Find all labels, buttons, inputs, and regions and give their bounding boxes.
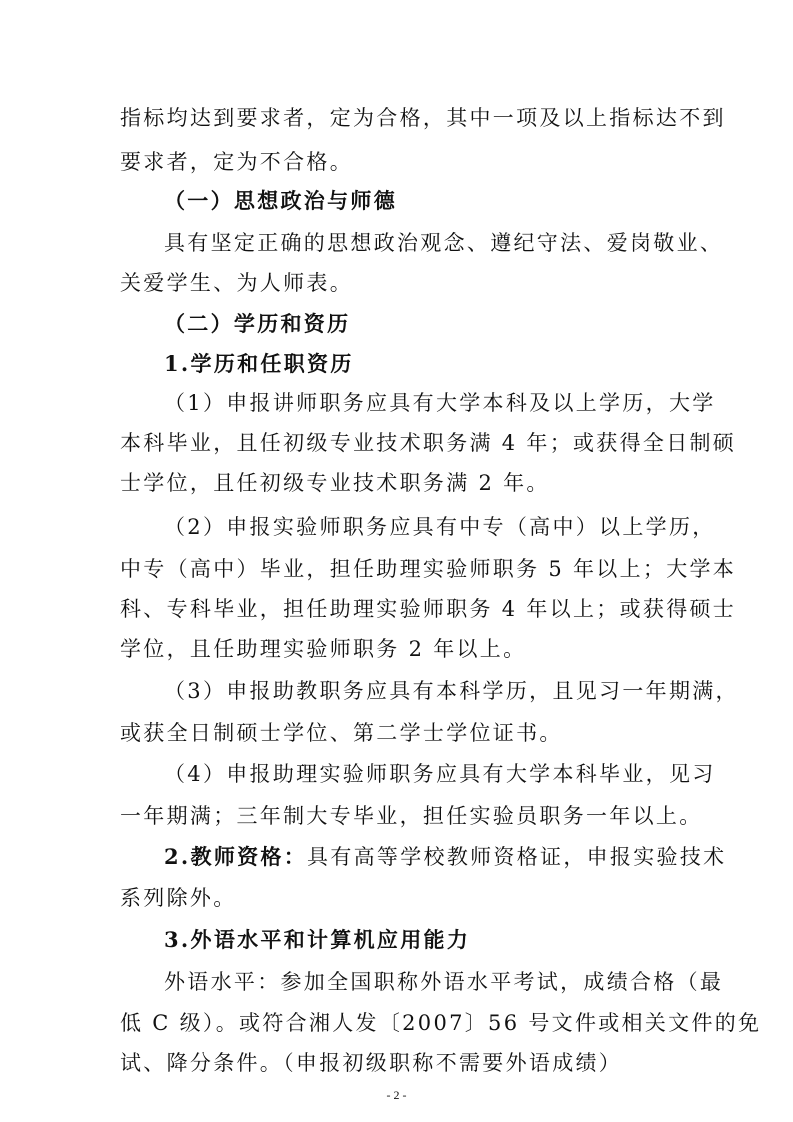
paragraph-line: 具有坚定正确的思想政治观念、遵纪守法、爱岗敬业、: [164, 231, 724, 255]
paragraph-line: （1）申报讲师职务应具有大学本科及以上学历，大学: [164, 391, 716, 415]
paragraph-line: 关爱学生、为人师表。: [120, 271, 353, 295]
paragraph-line: 外语水平：参加全国职称外语水平考试，成绩合格（最: [164, 970, 724, 994]
section-heading-ideology-ethics: （一）思想政治与师德: [164, 188, 397, 213]
paragraph-line: （2）申报实验师职务应具有中专（高中）以上学历，: [164, 515, 716, 539]
paragraph-line: 本科毕业，且任初级专业技术职务满 4 年；或获得全日制硕: [120, 431, 737, 455]
subsection-heading-teacher-qualification: 2.教师资格：: [164, 844, 308, 869]
paragraph-line: 学位，且任助理实验师职务 2 年以上。: [120, 637, 527, 661]
paragraph-line: 试、降分条件。（申报初级职称不需要外语成绩）: [120, 1051, 623, 1075]
paragraph-line: 中专（高中）毕业，担任助理实验师职务 5 年以上；大学本: [120, 557, 737, 581]
paragraph-line: 或获全日制硕士学位、第二学士学位证书。: [120, 721, 563, 745]
paragraph-line: （4）申报助理实验师职务应具有大学本科毕业，见习: [164, 762, 716, 786]
paragraph-line: [164, 837, 726, 877]
paragraph-line: 一年期满；三年制大专毕业，担任实验员职务一年以上。: [120, 804, 703, 828]
teacher-qualification-text: 具有高等学校教师资格证，申报实验技术: [307, 845, 727, 869]
paragraph-line: 低 C 级）。或符合湘人发〔2007〕56 号文件或相关文件的免: [120, 1011, 762, 1035]
paragraph-line: 系列除外。: [120, 886, 237, 910]
paragraph-line: 指标均达到要求者，定为合格，其中一项及以上指标达不到: [120, 106, 726, 130]
subsection-heading-education-seniority: 1.学历和任职资历: [164, 351, 354, 376]
subsection-heading-language-computer: 3.外语水平和计算机应用能力: [164, 927, 471, 952]
page-number: - 2 -: [386, 1088, 407, 1102]
section-heading-education-qualifications: （二）学历和资历: [164, 311, 351, 336]
paragraph-line: 要求者，定为不合格。: [120, 150, 353, 174]
paragraph-line: 士学位，且任初级专业技术职务满 2 年。: [120, 471, 550, 495]
paragraph-line: 科、专科毕业，担任助理实验师职务 4 年以上；或获得硕士: [120, 597, 737, 621]
paragraph-line: （3）申报助教职务应具有本科学历，且见习一年期满，: [164, 679, 739, 703]
